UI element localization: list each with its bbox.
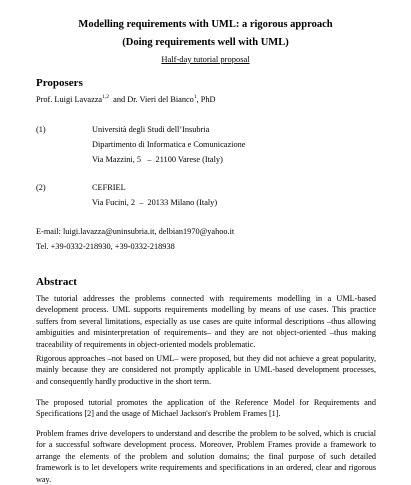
abstract-heading: Abstract xyxy=(36,276,77,288)
affiliation-2-line-1: CEFRIEL xyxy=(92,183,126,192)
affiliation-1-line-2: Dipartimento di Informatica e Comunicazione xyxy=(92,140,246,149)
title-line-2: (Doing requirements well with UML) xyxy=(122,37,289,48)
subtitle: Half-day tutorial proposal xyxy=(161,54,250,64)
affiliation-1-line-3: Via Mazzini, 5 – 21100 Varese (Italy) xyxy=(92,155,223,164)
abstract-paragraph-2: Rigorous approaches –not based on UML– were proposed, but they did not achieve a great popularity, mainly because they are considered not promptly applicable in UML-based development processes, and consequently hardly productive in the short term. xyxy=(36,354,376,386)
affiliation-2-number: (2) xyxy=(36,183,46,192)
proposers-line xyxy=(36,95,216,104)
proposer-1: Prof. Luigi Lavazza xyxy=(36,95,103,104)
affiliation-2-line-2: Via Fucini, 2 – 20133 Milano (Italy) xyxy=(92,198,218,207)
title-line-1: Modelling requirements with UML: a rigorous approach xyxy=(78,19,333,30)
contact-email: E-mail: luigi.lavazza@uninsubria.it, delbian1970@yahoo.it xyxy=(36,227,235,236)
proposer-2: and Dr. Vieri del Bianco xyxy=(109,95,194,104)
affiliation-1-number: (1) xyxy=(36,125,46,134)
contact-phone: Tel. +39-0332-218930, +39-0332-218938 xyxy=(36,242,175,251)
proposer-2-title: , PhD xyxy=(196,95,216,104)
proposer-1-affil: 1,2 xyxy=(102,94,109,101)
proposer-2-affil: 1 xyxy=(193,94,197,101)
abstract-paragraph-4: Problem frames drive developers to understand and describe the problem to be solved, which is crucial for a successful software development process. Moreover, Problem Frames provide a framework to arrange the elements of the problem and solution domains; the final purpose of such detailed framework is to let developers write requirements and specifications in an ordered, clear and rigorous way. xyxy=(36,429,376,484)
proposers-heading: Proposers xyxy=(36,77,83,89)
abstract-paragraph-3: The proposed tutorial promotes the application of the Reference Model for Requirements and Specifications [2] and the usage of Michael Jackson's Problem Frames [1]. xyxy=(36,398,376,419)
affiliation-1-line-1: Università degli Studi dell’Insubria xyxy=(92,125,210,134)
abstract-paragraph-1: The tutorial addresses the problems connected with requirements modelling in a UML-based development process. UML supports requirements modelling by means of use cases. This practice suffers from several limitations, especially as use cases are quite informal descriptions –thus allowing ambiguities and misinterpretation of requirements– and they are not object-oriented –thus making traceability of requirements in object-oriented models problematic. xyxy=(36,294,376,349)
